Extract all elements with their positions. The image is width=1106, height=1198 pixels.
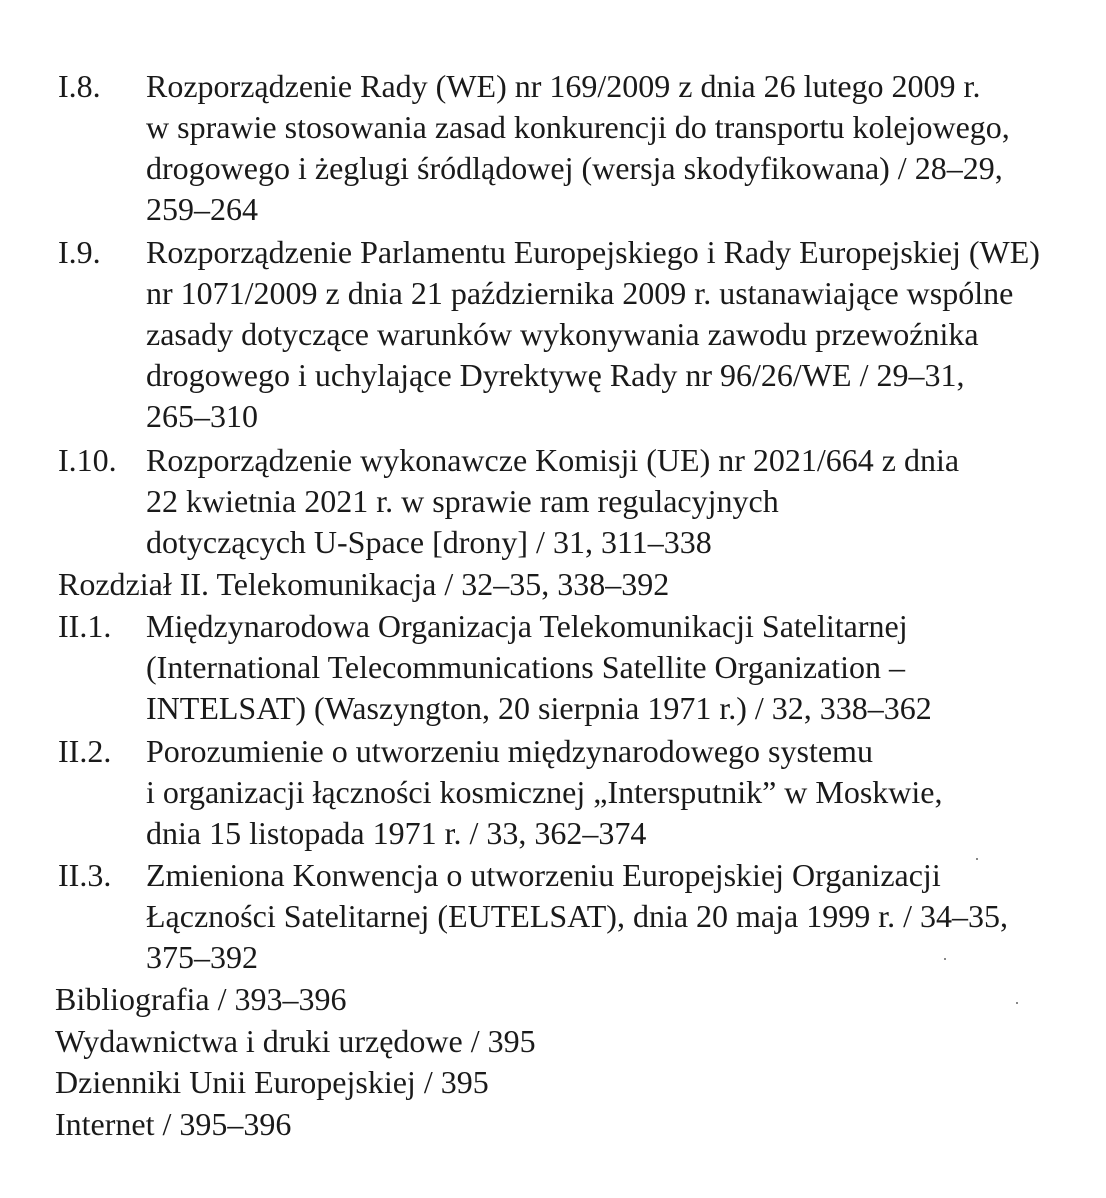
entry-line: 265–310: [146, 398, 258, 434]
entry-line: Zmieniona Konwencja o utworzeniu Europejskiej Organizacji: [146, 857, 941, 893]
chapter-heading: Rozdział II. Telekomunikacja / 32–35, 338–392: [58, 566, 670, 602]
entry-line: i organizacji łączności kosmicznej „Intersputnik” w Moskwie,: [146, 774, 943, 810]
entry-line: drogowego i uchylające Dyrektywę Rady nr 96/26/WE / 29–31,: [146, 357, 965, 393]
entry-number: I.8.: [58, 68, 101, 104]
toc-entry-ii-2: [58, 731, 1088, 854]
entry-title: [146, 731, 1088, 854]
entry-line: dnia 15 listopada 1971 r. / 33, 362–374: [146, 815, 647, 851]
entry-line: (International Telecommunications Satellite Organization –: [146, 649, 906, 685]
toc-bibliography: Bibliografia / 393–396: [55, 981, 347, 1017]
entry-line: Porozumienie o utworzeniu międzynarodowego systemu: [146, 733, 873, 769]
entry-line: nr 1071/2009 z dnia 21 października 2009 r. ustanawiające wspólne: [146, 275, 1014, 311]
toc-entry-ii-1: [58, 606, 1088, 729]
entry-line: 375–392: [146, 939, 258, 975]
entry-line: INTELSAT) (Waszyngton, 20 sierpnia 1971 r.) / 32, 338–362: [146, 690, 932, 726]
entry-number: II.3.: [58, 857, 112, 893]
toc-entry-i-9: [58, 232, 1088, 437]
toc-official-publications: Wydawnictwa i druki urzędowe / 395: [55, 1023, 536, 1059]
entry-line: 259–264: [146, 191, 258, 227]
entry-title: [146, 66, 1088, 230]
toc-entry-i-8: [58, 66, 1088, 230]
scan-speck: [976, 858, 978, 860]
entry-line: Rozporządzenie Parlamentu Europejskiego i Rady Europejskiej (WE): [146, 234, 1040, 270]
entry-line: dotyczących U-Space [drony] / 31, 311–338: [146, 524, 712, 560]
entry-number: II.2.: [58, 733, 112, 769]
entry-title: [146, 232, 1088, 437]
entry-number: I.9.: [58, 234, 101, 270]
entry-line: Łączności Satelitarnej (EUTELSAT), dnia 20 maja 1999 r. / 34–35,: [146, 898, 1008, 934]
toc-eu-journals: Dzienniki Unii Europejskiej / 395: [55, 1064, 489, 1100]
entry-title: [146, 855, 1088, 978]
entry-line: Rozporządzenie wykonawcze Komisji (UE) nr 2021/664 z dnia: [146, 442, 960, 478]
entry-line: drogowego i żeglugi śródlądowej (wersja skodyfikowana) / 28–29,: [146, 150, 1003, 186]
entry-line: Rozporządzenie Rady (WE) nr 169/2009 z dnia 26 lutego 2009 r.: [146, 68, 981, 104]
toc-entry-ii-3: [58, 855, 1088, 978]
entry-number: II.1.: [58, 608, 112, 644]
entry-title: [146, 606, 1088, 729]
scan-speck: [1016, 1002, 1018, 1004]
entry-line: zasady dotyczące warunków wykonywania zawodu przewoźnika: [146, 316, 979, 352]
entry-number: I.10.: [58, 442, 117, 478]
toc-internet: Internet / 395–396: [55, 1106, 292, 1142]
entry-line: 22 kwietnia 2021 r. w sprawie ram regulacyjnych: [146, 483, 779, 519]
entry-line: Międzynarodowa Organizacja Telekomunikacji Satelitarnej: [146, 608, 908, 644]
scan-speck: [944, 958, 946, 960]
entry-line: w sprawie stosowania zasad konkurencji do transportu kolejowego,: [146, 109, 1010, 145]
entry-title: [146, 440, 1088, 563]
toc-entry-i-10: [58, 440, 1088, 563]
